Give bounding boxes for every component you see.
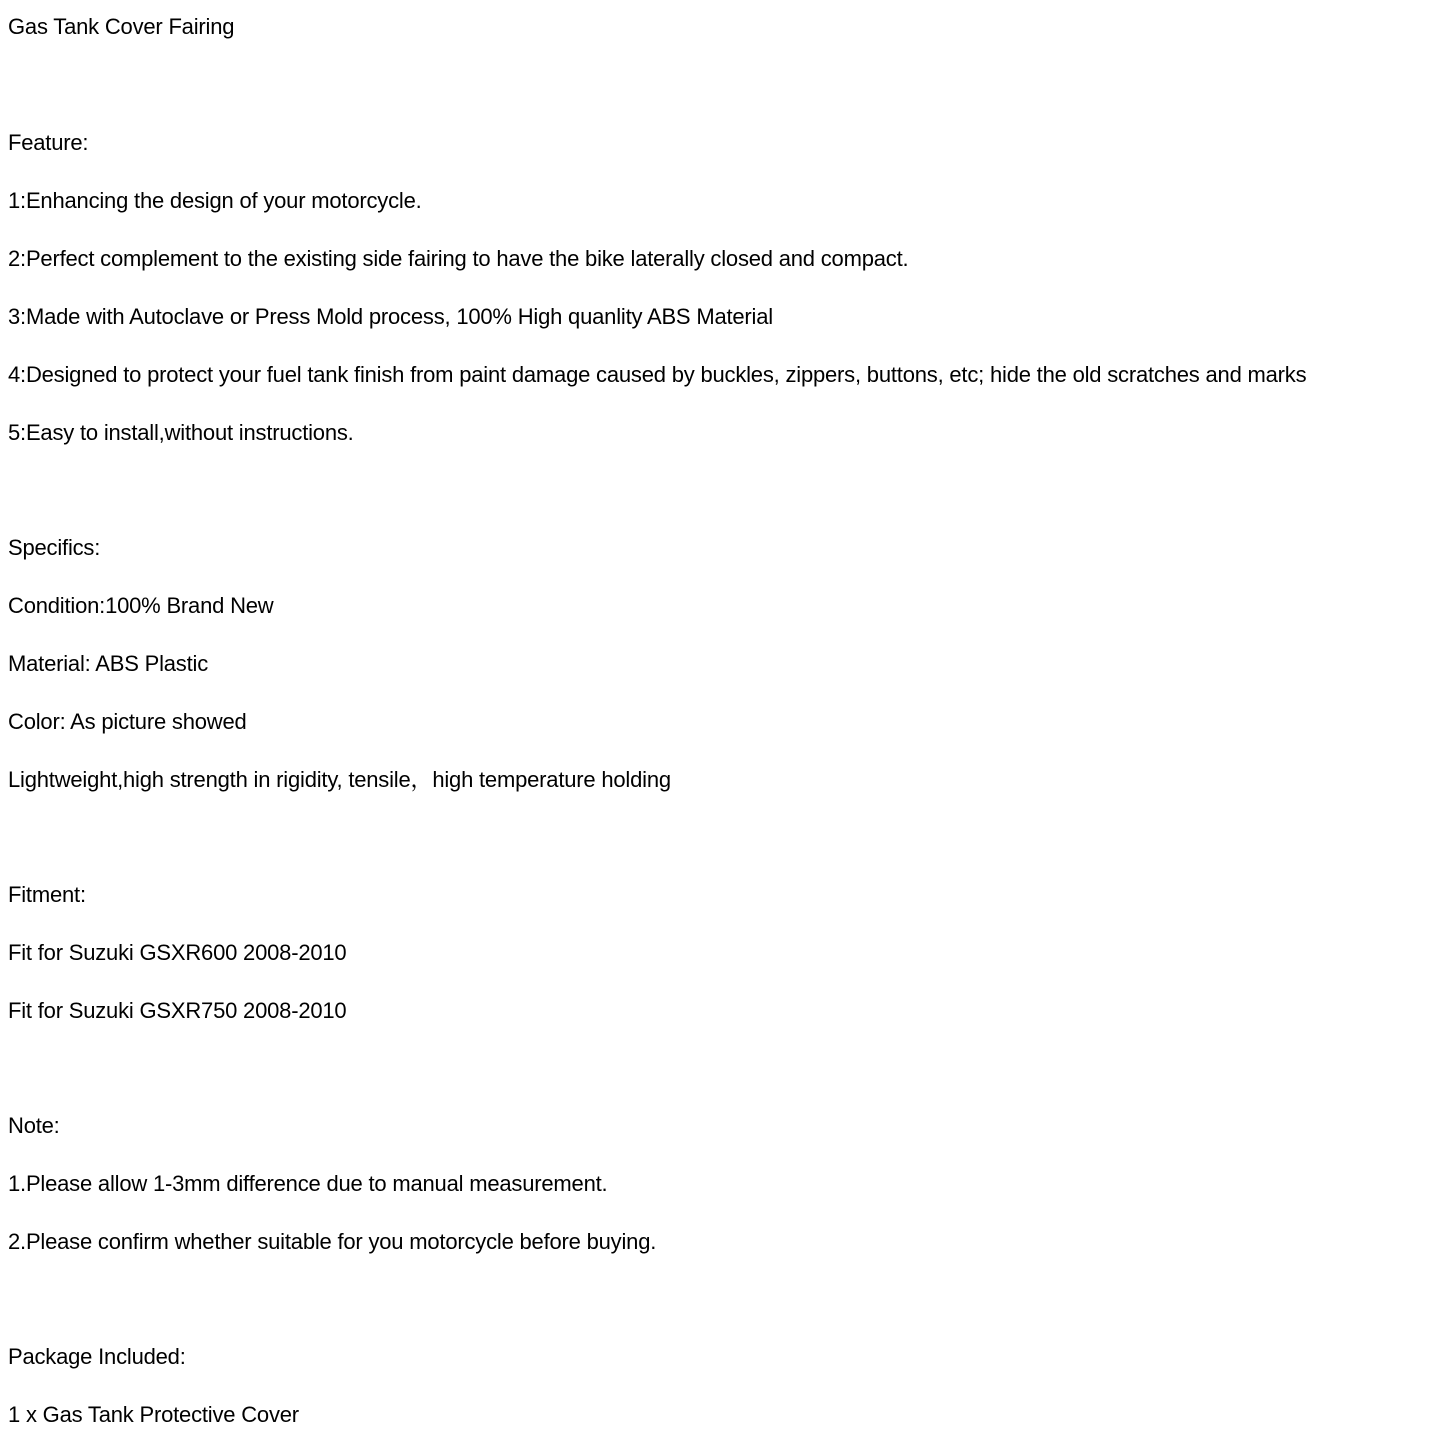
fitment-item: Fit for Suzuki GSXR750 2008-2010 bbox=[8, 998, 347, 1023]
note-heading: Note: bbox=[8, 1113, 60, 1138]
specifics-heading: Specifics: bbox=[8, 535, 101, 560]
specifics-item: Condition:100% Brand New bbox=[8, 593, 274, 618]
feature-item: 3:Made with Autoclave or Press Mold process, 100% High quanlity ABS Material bbox=[8, 304, 773, 329]
package-heading: Package Included: bbox=[8, 1344, 186, 1369]
specifics-item: Color: As picture showed bbox=[8, 709, 247, 734]
feature-item: 2:Perfect complement to the existing side fairing to have the bike laterally closed and compact. bbox=[8, 246, 909, 271]
feature-heading: Feature: bbox=[8, 130, 89, 155]
specifics-item: Material: ABS Plastic bbox=[8, 651, 208, 676]
note-item: 2.Please confirm whether suitable for you motorcycle before buying. bbox=[8, 1229, 657, 1254]
fitment-item: Fit for Suzuki GSXR600 2008-2010 bbox=[8, 940, 347, 965]
note-item: 1.Please allow 1-3mm difference due to manual measurement. bbox=[8, 1171, 608, 1196]
package-item: 1 x Gas Tank Protective Cover bbox=[8, 1402, 299, 1427]
page-title: Gas Tank Cover Fairing bbox=[8, 14, 235, 39]
specifics-item: Lightweight,high strength in rigidity, tensile，high temperature holding bbox=[8, 767, 671, 792]
feature-item: 1:Enhancing the design of your motorcycle. bbox=[8, 188, 422, 213]
feature-item: 5:Easy to install,without instructions. bbox=[8, 420, 354, 445]
feature-item: 4:Designed to protect your fuel tank finish from paint damage caused by buckles, zippers, buttons, etc; hide the old scratches and marks bbox=[8, 362, 1307, 387]
fitment-heading: Fitment: bbox=[8, 882, 86, 907]
